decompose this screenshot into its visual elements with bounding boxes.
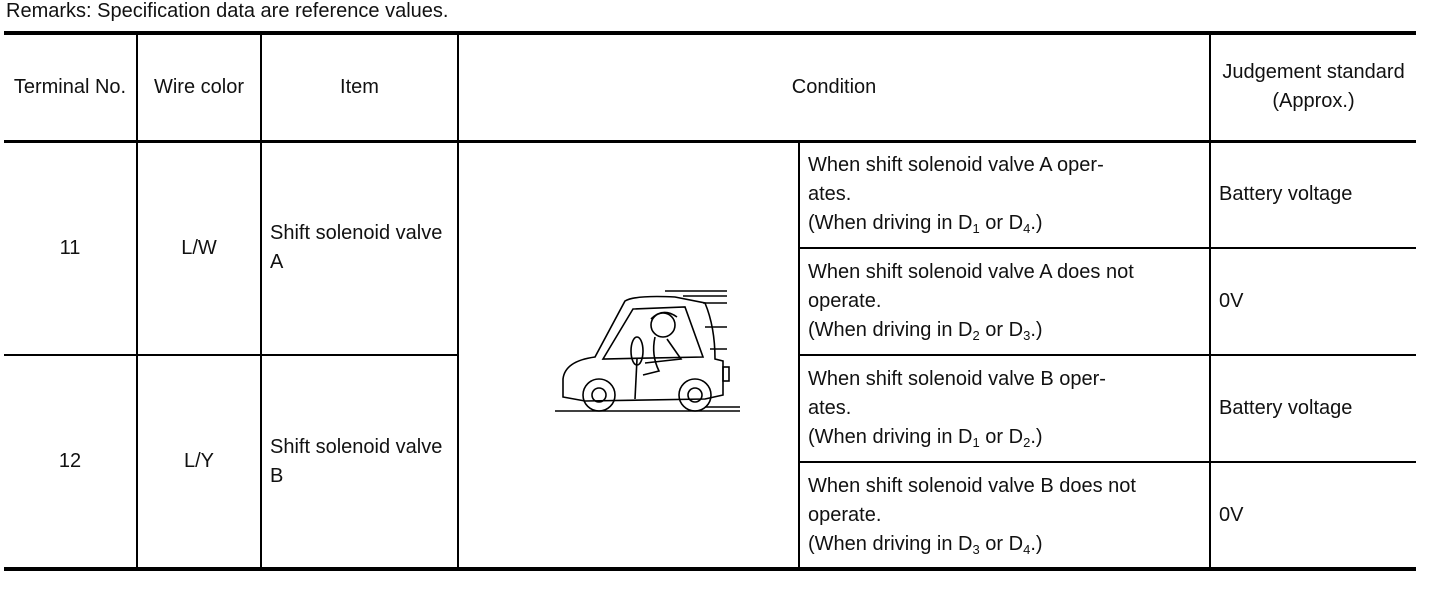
item-name: Shift solenoid valve B <box>261 355 458 569</box>
gear-subscript: 4 <box>1023 541 1031 557</box>
driving-mid: or D <box>979 532 1024 555</box>
condition-line: ates. <box>808 397 852 419</box>
judgement-value: Battery voltage <box>1210 355 1416 462</box>
condition-cell <box>799 141 1210 248</box>
driving-prefix: (When driving in D <box>808 532 973 555</box>
gear-subscript: 4 <box>1023 221 1031 237</box>
car-driving-illustration-icon <box>555 287 755 417</box>
condition-line: When shift solenoid valve A does not <box>808 261 1134 283</box>
gear-subscript: 3 <box>972 541 980 557</box>
driving-prefix: (When driving in D <box>808 319 973 341</box>
driving-mid: or D <box>979 212 1024 235</box>
driving-prefix: (When driving in D <box>808 212 973 235</box>
driving-suffix: .) <box>1030 426 1043 448</box>
driving-range-line <box>808 209 1201 238</box>
condition-line: When shift solenoid valve B does not <box>808 474 1136 497</box>
condition-line: When shift solenoid valve A oper- <box>808 154 1104 177</box>
condition-cell <box>799 248 1210 355</box>
driving-prefix: (When driving in D <box>808 426 973 448</box>
terminal-number: 11 <box>4 141 137 355</box>
gear-subscript: 2 <box>1023 435 1031 450</box>
condition-cell <box>799 355 1210 462</box>
header-condition: Condition <box>458 33 1210 141</box>
judgement-value: 0V <box>1210 462 1416 569</box>
driving-suffix: .) <box>1030 532 1043 555</box>
terminal-spec-table <box>4 31 1416 571</box>
terminal-number: 12 <box>4 355 137 569</box>
driving-range-line <box>808 423 1201 452</box>
header-judgement: Judgement standard (Approx.) <box>1210 33 1416 141</box>
header-terminal-no: Terminal No. <box>4 33 137 141</box>
illustration-cell <box>458 141 799 569</box>
condition-line: operate. <box>808 503 882 526</box>
gear-subscript: 2 <box>972 328 980 343</box>
item-name: Shift solenoid valve A <box>261 141 458 355</box>
gear-subscript: 1 <box>972 221 980 237</box>
condition-cell <box>799 462 1210 569</box>
condition-line: operate. <box>808 290 882 312</box>
driving-mid: or D <box>979 426 1024 448</box>
wire-color: L/Y <box>137 355 261 569</box>
driving-range-line <box>808 316 1201 345</box>
driving-range-line <box>808 530 1201 559</box>
header-item: Item <box>261 33 458 141</box>
wire-color: L/W <box>137 141 261 355</box>
driving-suffix: .) <box>1030 319 1043 341</box>
remarks-note: Remarks: Specification data are reference values. <box>6 0 449 22</box>
driving-suffix: .) <box>1030 212 1043 235</box>
gear-subscript: 3 <box>1023 328 1031 343</box>
table-row <box>4 141 1416 248</box>
judgement-value: 0V <box>1210 248 1416 355</box>
condition-line: ates. <box>808 183 852 206</box>
condition-line: When shift solenoid valve B oper- <box>808 368 1106 390</box>
header-wire-color: Wire color <box>137 33 261 141</box>
driving-mid: or D <box>979 319 1024 341</box>
header-row <box>4 33 1416 141</box>
gear-subscript: 1 <box>972 435 980 450</box>
judgement-value: Battery voltage <box>1210 141 1416 248</box>
